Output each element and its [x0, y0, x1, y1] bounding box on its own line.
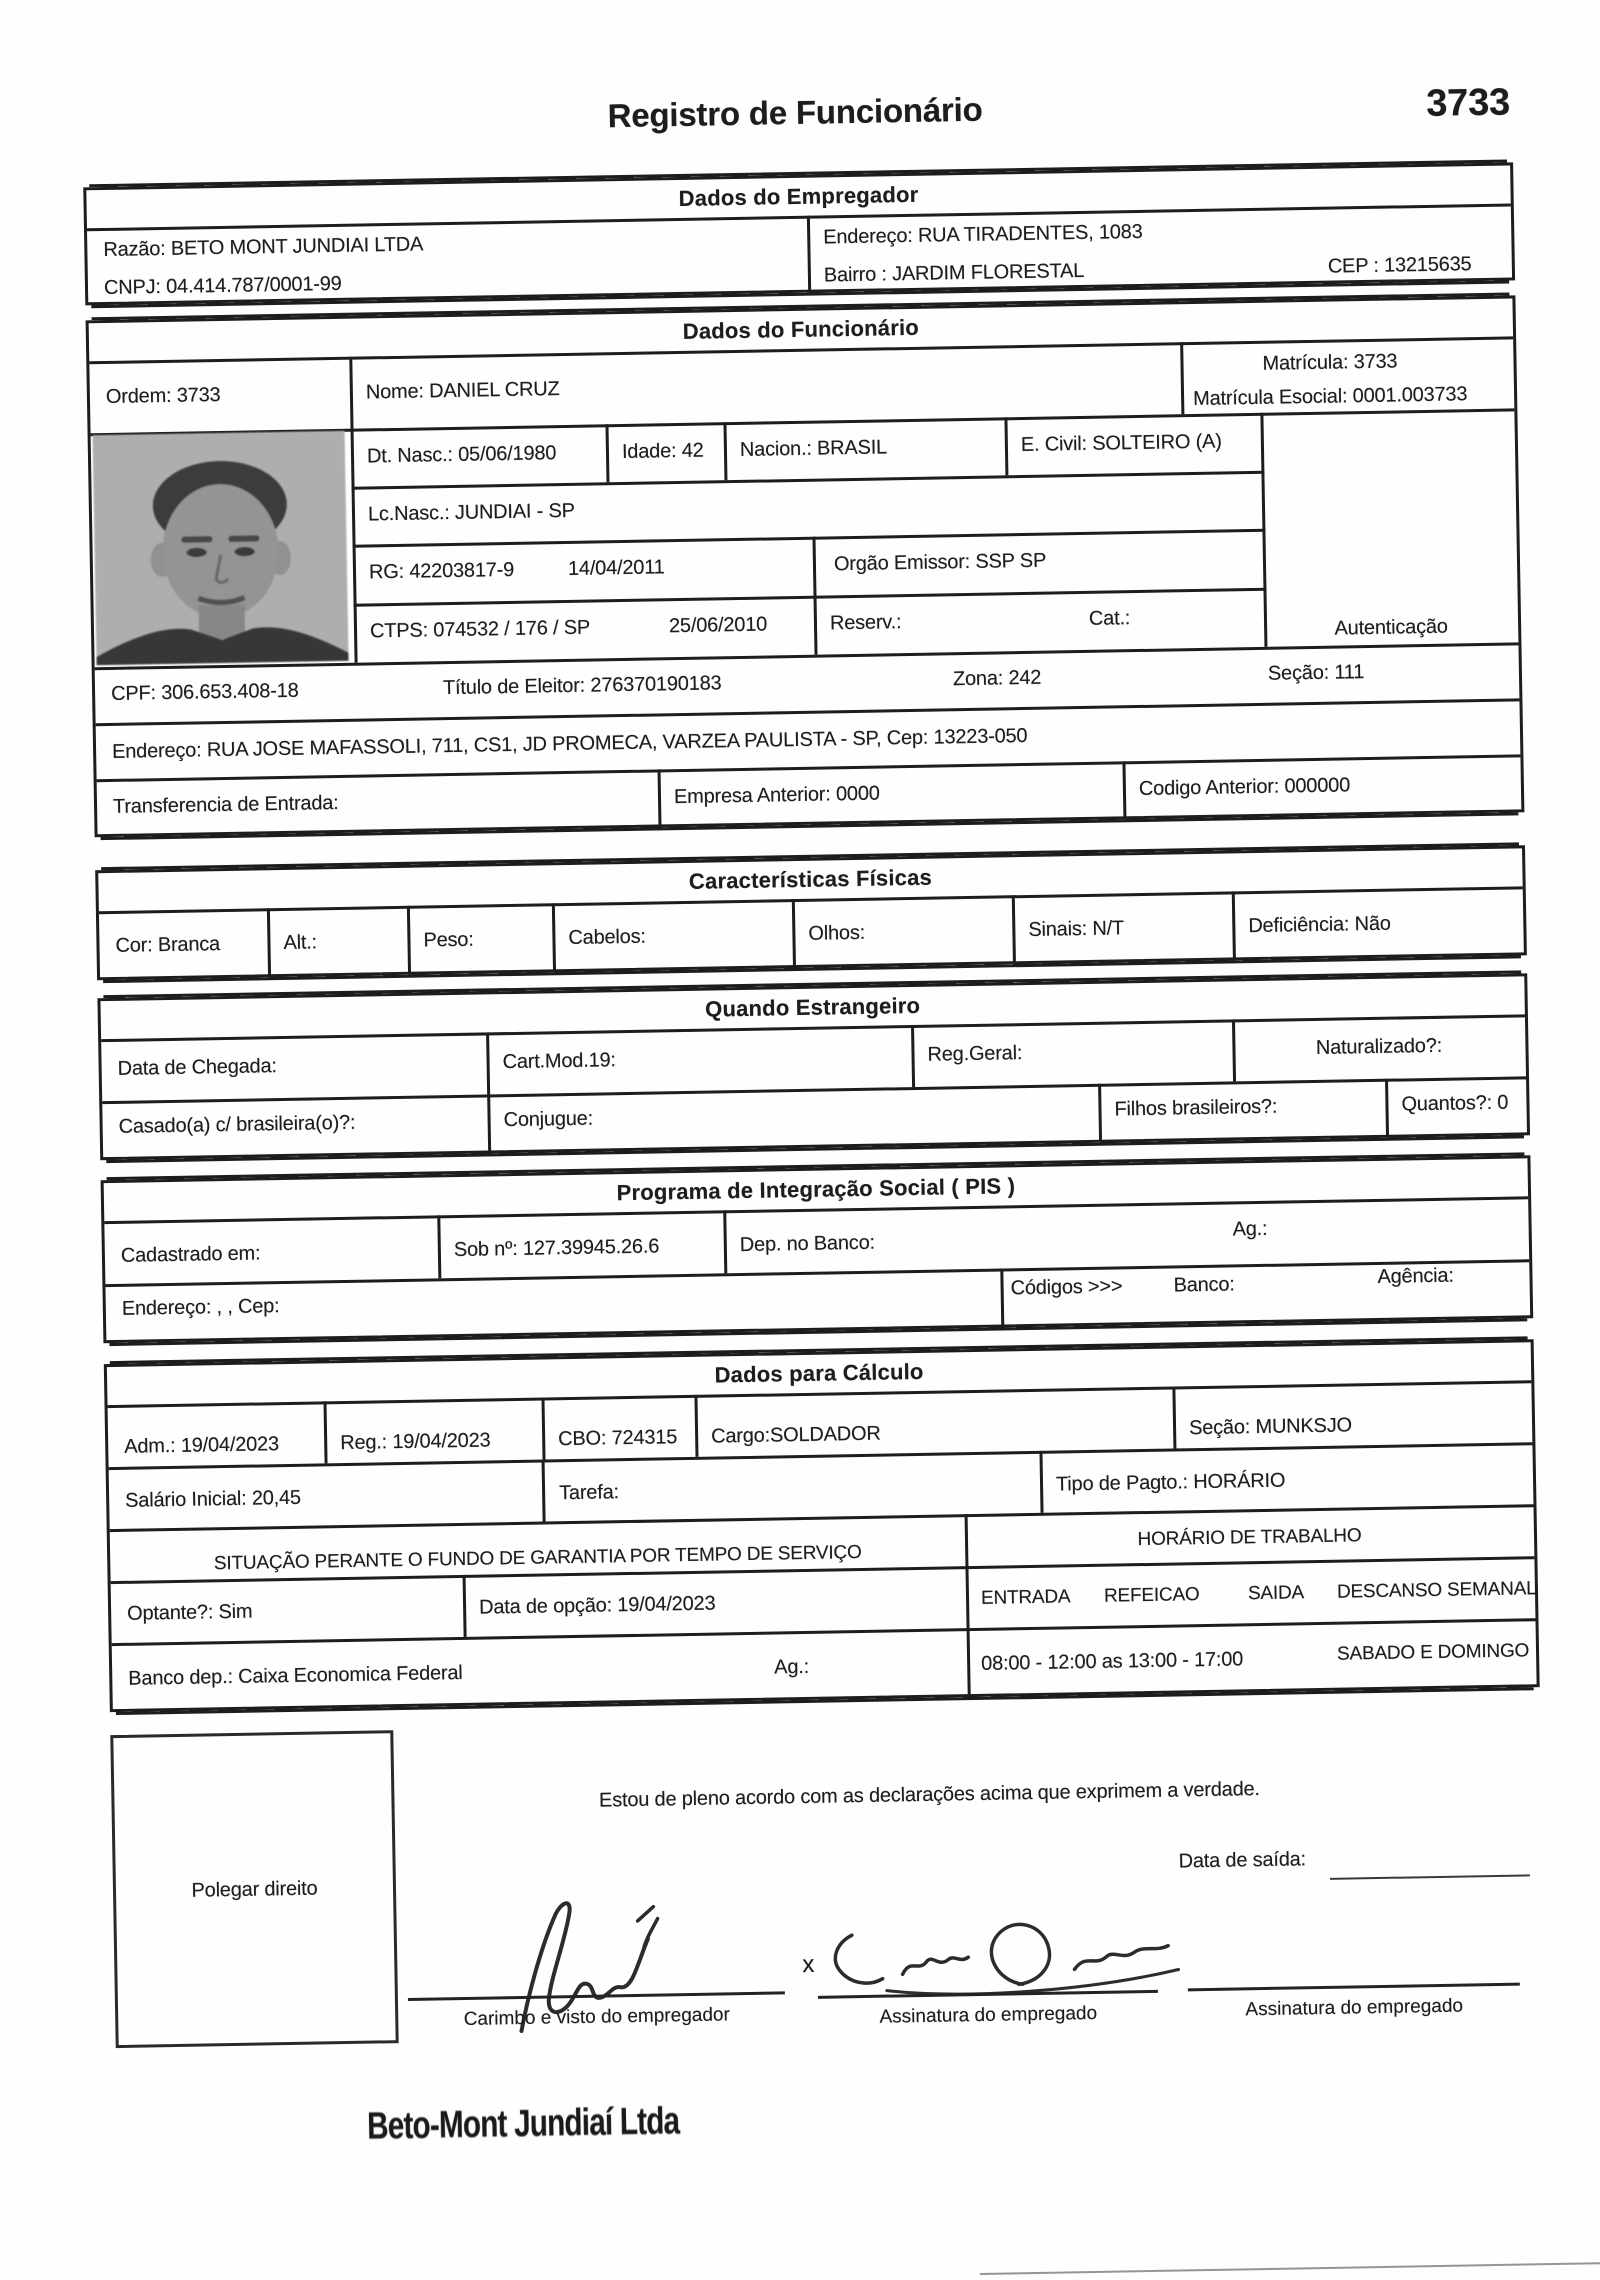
section-title-funcionario: Dados do Funcionário	[89, 298, 1513, 364]
line	[109, 1442, 1533, 1470]
divider	[542, 1460, 546, 1522]
divider	[1260, 413, 1267, 647]
divider	[723, 1210, 727, 1273]
divider	[486, 1032, 490, 1094]
field-bairro: Bairro : JARDIM FLORESTAL	[823, 259, 1085, 287]
field-zona: Zona: 242	[952, 666, 1042, 691]
col-saida: SAIDA	[1247, 1582, 1305, 1605]
declaration-text: Estou de pleno acordo com as declarações acima que exprimem a verdade.	[598, 1778, 1260, 1812]
section-pis	[101, 1155, 1534, 1343]
field-sinais: Sinais: N/T	[1028, 917, 1125, 941]
divider	[658, 769, 662, 827]
line	[102, 1076, 1526, 1104]
divider	[605, 424, 609, 482]
field-ctps-data: 25/06/2010	[668, 613, 768, 638]
field-cpf: CPF: 306.653.408-18	[110, 679, 299, 705]
section-title-pis: Programa de Integração Social ( PIS )	[104, 1158, 1528, 1224]
divider	[349, 357, 357, 663]
field-matricula: Matrícula: 3733	[1262, 350, 1398, 375]
field-matricula-esocial: Matrícula Esocial: 0001.003733	[1192, 383, 1468, 411]
employee-signature-line-2	[1188, 1983, 1520, 1992]
divider	[1172, 1386, 1176, 1448]
section-title-empregador: Dados do Empregador	[86, 165, 1510, 231]
divider	[487, 1094, 491, 1153]
divider	[911, 1025, 915, 1087]
field-salario-inicial: Salário Inicial: 20,45	[125, 1486, 302, 1512]
field-endereco-funcionario: Endereço: RUA JOSE MAFASSOLI, 711, CS1, JD PROMECA, VARZEA PAULISTA - SP, Cep: 13223-050	[111, 724, 1028, 763]
field-pis-banco: Banco:	[1173, 1273, 1235, 1297]
line	[112, 1618, 1536, 1646]
scan-artifact-line	[980, 2261, 1600, 2275]
page-title: Registro de Funcionário	[607, 90, 983, 135]
field-descanso-valor: SABADO E DOMINGO	[1336, 1640, 1530, 1665]
divider	[1000, 1268, 1004, 1327]
col-refeicao: REFEICAO	[1103, 1584, 1200, 1607]
field-nacion: Nacion.: BRASIL	[739, 436, 888, 461]
field-optante: Optante?: Sim	[126, 1600, 253, 1625]
field-pis-endereco: Endereço: , , Cep:	[121, 1295, 280, 1320]
label-fgts-titulo: SITUAÇÃO PERANTE O FUNDO DE GARANTIA POR TEMPO DE SERVIÇO	[213, 1541, 862, 1575]
field-dt-nasc: Dt. Nasc.: 05/06/1980	[366, 442, 557, 468]
col-entrada: ENTRADA	[980, 1586, 1071, 1609]
field-admissao: Adm.: 19/04/2023	[124, 1433, 280, 1458]
field-data-chegada: Data de Chegada:	[117, 1055, 277, 1080]
field-cadastrado-em: Cadastrado em:	[120, 1242, 261, 1267]
field-rg: RG: 42203817-9	[368, 558, 515, 584]
divider	[1122, 761, 1126, 819]
divider	[1004, 417, 1008, 475]
company-stamp: Beto-Mont Jundiaí Ltda	[366, 2100, 680, 2148]
divider	[1039, 1451, 1043, 1513]
label-autenticacao: Autenticação	[1334, 615, 1448, 640]
divider	[1232, 891, 1236, 960]
label-codigos: Códigos >>>	[1010, 1275, 1123, 1300]
divider	[552, 903, 556, 972]
field-secao-trabalho: Seção: MUNKSJO	[1188, 1414, 1353, 1440]
employee-signature-label-1: Assinatura do empregado	[879, 2002, 1098, 2028]
field-nome: Nome: DANIEL CRUZ	[365, 378, 560, 404]
field-cat: Cat.:	[1088, 607, 1131, 630]
field-conjugue: Conjugue:	[503, 1107, 594, 1132]
field-tipo-pagto: Tipo de Pagto.: HORÁRIO	[1055, 1469, 1286, 1496]
field-cnpj: CNPJ: 04.414.787/0001-99	[103, 272, 342, 300]
line	[353, 529, 1266, 548]
divider	[1385, 1079, 1389, 1138]
section-quando-estrangeiro	[97, 973, 1530, 1160]
field-ordem: Ordem: 3733	[105, 384, 221, 408]
field-transferencia: Transferencia de Entrada:	[112, 792, 339, 818]
section-dados-funcionario	[86, 295, 1525, 837]
field-cabelos: Cabelos:	[568, 925, 646, 950]
field-sob-numero: Sob nº: 127.39945.26.6	[453, 1235, 660, 1262]
field-naturalizado: Naturalizado?:	[1315, 1034, 1443, 1059]
divider	[1098, 1084, 1102, 1143]
employee-signature	[826, 1915, 1187, 1999]
signature-x-mark: x	[802, 1950, 815, 1979]
field-deficiencia: Deficiência: Não	[1248, 912, 1391, 938]
field-data-opcao: Data de opção: 19/04/2023	[478, 1592, 716, 1619]
field-registro: Reg.: 19/04/2023	[340, 1429, 491, 1455]
field-cargo: Cargo:SOLDADOR	[710, 1422, 881, 1448]
field-altura: Alt.:	[283, 931, 318, 954]
divider	[463, 1575, 467, 1637]
field-estado-civil: E. Civil: SOLTEIRO (A)	[1020, 430, 1222, 457]
divider	[792, 899, 796, 968]
field-reg-geral: Reg.Geral:	[927, 1042, 1023, 1066]
field-titulo-eleitor: Título de Eleitor: 276370190183	[442, 672, 722, 700]
field-cor: Cor: Branca	[115, 933, 221, 957]
divider	[323, 1401, 327, 1463]
employee-signature-label-2: Assinatura do empregado	[1245, 1995, 1464, 2021]
field-casado-brasileira: Casado(a) c/ brasileira(o)?:	[118, 1111, 356, 1138]
field-filhos-brasileiros: Filhos brasileiros?:	[1114, 1095, 1278, 1121]
section-title-estrangeiro: Quando Estrangeiro	[100, 976, 1524, 1042]
field-quantos: Quantos?: 0	[1401, 1091, 1509, 1116]
employer-signature-label: Carimbo e visto do empregador	[463, 2004, 731, 2031]
divider	[807, 216, 811, 293]
field-banco-dep: Banco dep.: Caixa Economica Federal	[128, 1661, 463, 1690]
field-codigo-anterior: Codigo Anterior: 000000	[1138, 774, 1351, 801]
section-dados-empregador	[83, 162, 1515, 305]
field-idade: Idade: 42	[621, 439, 704, 464]
field-dep-banco: Dep. no Banco:	[739, 1231, 876, 1257]
section-title-calculo: Dados para Cálculo	[107, 1342, 1531, 1408]
divider	[694, 1395, 698, 1457]
section-title-caracteristicas: Características Físicas	[98, 848, 1522, 914]
field-horario-valor: 08:00 - 12:00 as 13:00 - 17:00	[980, 1648, 1244, 1675]
col-descanso-semanal: DESCANSO SEMANAL	[1336, 1578, 1537, 1603]
employee-photo	[93, 431, 349, 665]
field-calc-ag: Ag.:	[774, 1655, 810, 1679]
divider	[407, 906, 411, 975]
divider	[1012, 895, 1016, 964]
thumbprint-label: Polegar direito	[191, 1877, 318, 1902]
field-tarefa: Tarefa:	[558, 1481, 620, 1505]
field-secao-eleitoral: Seção: 111	[1267, 661, 1365, 685]
line	[105, 1259, 1529, 1287]
field-data-saida: Data de saída:	[1178, 1848, 1307, 1873]
divider	[267, 908, 271, 977]
divider	[437, 1215, 441, 1278]
data-saida-line	[1330, 1874, 1530, 1879]
thumbprint-box	[110, 1730, 398, 2048]
line	[96, 698, 1520, 726]
divider	[541, 1397, 545, 1459]
field-olhos: Olhos:	[808, 921, 866, 945]
line	[354, 588, 1267, 607]
field-razao: Razão: BETO MONT JUNDIAI LTDA	[103, 233, 424, 262]
field-cbo: CBO: 724315	[557, 1426, 678, 1451]
field-pis-ag: Ag.:	[1232, 1217, 1268, 1241]
field-peso: Peso:	[423, 928, 474, 952]
field-lc-nasc: Lc.Nasc.: JUNDIAI - SP	[367, 499, 575, 526]
line	[352, 471, 1265, 490]
label-horario-trabalho: HORÁRIO DE TRABALHO	[1137, 1525, 1362, 1551]
field-pis-agencia: Agência:	[1377, 1264, 1454, 1288]
section-dados-calculo	[104, 1339, 1540, 1712]
field-rg-data: 14/04/2011	[567, 556, 665, 580]
field-cart-mod: Cart.Mod.19:	[502, 1049, 616, 1074]
field-reserv: Reserv.:	[829, 611, 902, 635]
field-ctps: CTPS: 074532 / 176 / SP	[369, 616, 591, 643]
field-endereco-empregador: Endereço: RUA TIRADENTES, 1083	[823, 220, 1143, 249]
field-empresa-anterior: Empresa Anterior: 0000	[673, 782, 880, 809]
divider	[723, 422, 727, 480]
divider	[1180, 342, 1184, 414]
field-cep: CEP : 13215635	[1327, 253, 1472, 278]
page-number: 3733	[1425, 81, 1511, 125]
section-caracteristicas-fisicas	[95, 845, 1527, 980]
field-orgao-emissor: Orgão Emissor: SSP SP	[833, 549, 1047, 576]
